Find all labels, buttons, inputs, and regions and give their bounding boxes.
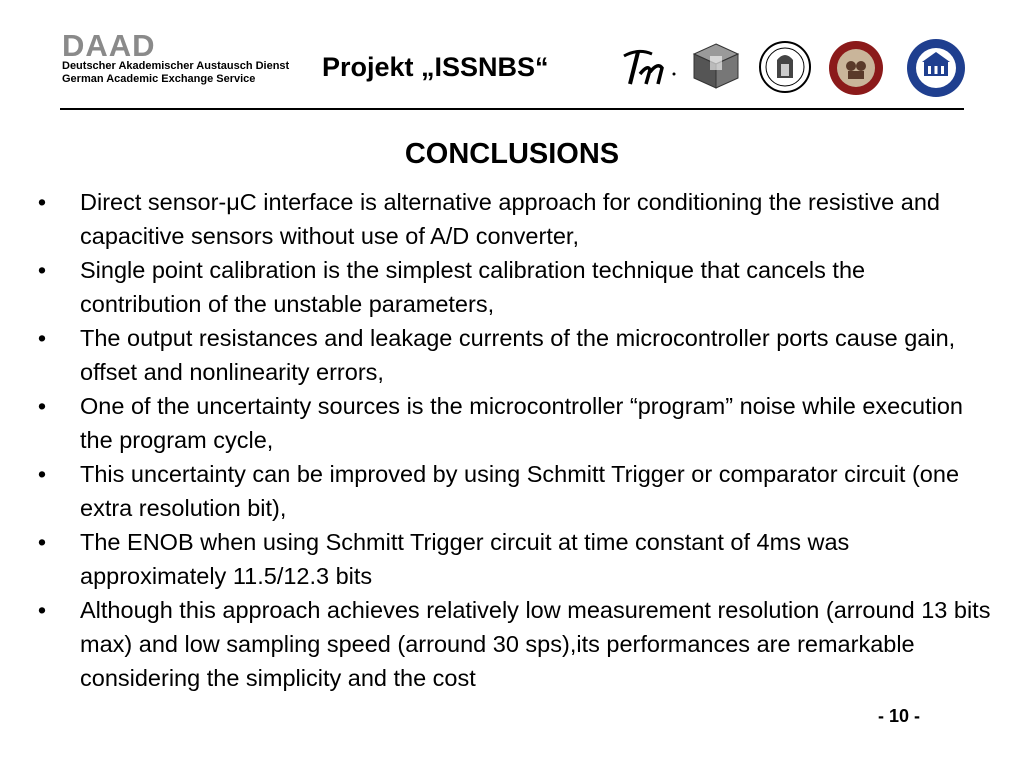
daad-subtitle-german: Deutscher Akademischer Austausch Dienst [62,60,290,72]
slide-header [0,0,1024,112]
list-item-text: Single point calibration is the simplest calibration technique that cancels the contribution of the unstable parameters, [80,257,866,317]
list-item-text: Direct sensor-μC interface is alternative approach for conditioning the resistive and capacitive sensors without use of A/D converter, [80,189,940,249]
bullet-icon: • [37,393,47,419]
list-item [32,525,992,593]
list-item [32,457,992,525]
university-seal-icon [758,40,812,94]
bullet-icon: • [37,461,47,487]
slide-title: CONCLUSIONS [404,138,620,170]
cube-logo-icon [690,42,742,92]
list-item-text: One of the uncertainty sources is the microcontroller “program” noise while execution the program cycle, [80,393,963,453]
list-item-text: Although this approach achieves relatively low measurement resolution (arround 13 bits max) and low sampling speed (arround 30 sps),its performances are remarkable considering the simplicity and the cost [80,597,991,691]
list-item [32,185,992,253]
list-item [32,389,992,457]
list-item [32,321,992,389]
university-of-banja-luka-seal-icon [906,38,966,98]
tu-logo-icon [618,44,678,88]
list-item [32,253,992,321]
list-item [32,593,992,695]
list-item-text: The output resistances and leakage currents of the microcontroller ports cause gain, offset and nonlinearity errors, [80,325,956,385]
bullet-icon: • [37,597,47,623]
partner-logos [618,38,970,96]
daad-subtitle-english: German Academic Exchange Service [62,73,256,85]
university-of-nis-seal-icon [828,40,884,96]
bullet-icon: • [37,189,47,215]
bullet-icon: • [37,529,47,555]
project-title: Projekt „ISSNBS“ [322,52,549,82]
daad-logo-text: DAAD [62,28,156,63]
page-number: - 10 - [877,706,920,726]
bullet-icon: • [37,325,47,351]
bullet-icon: • [37,257,47,283]
list-item-text: The ENOB when using Schmitt Trigger circuit at time constant of 4ms was approximately 11.5/12.3 bits [80,529,850,589]
header-divider [60,108,964,110]
list-item-text: This uncertainty can be improved by using Schmitt Trigger or comparator circuit (one extra resolution bit), [80,461,960,521]
conclusion-list [32,185,992,695]
